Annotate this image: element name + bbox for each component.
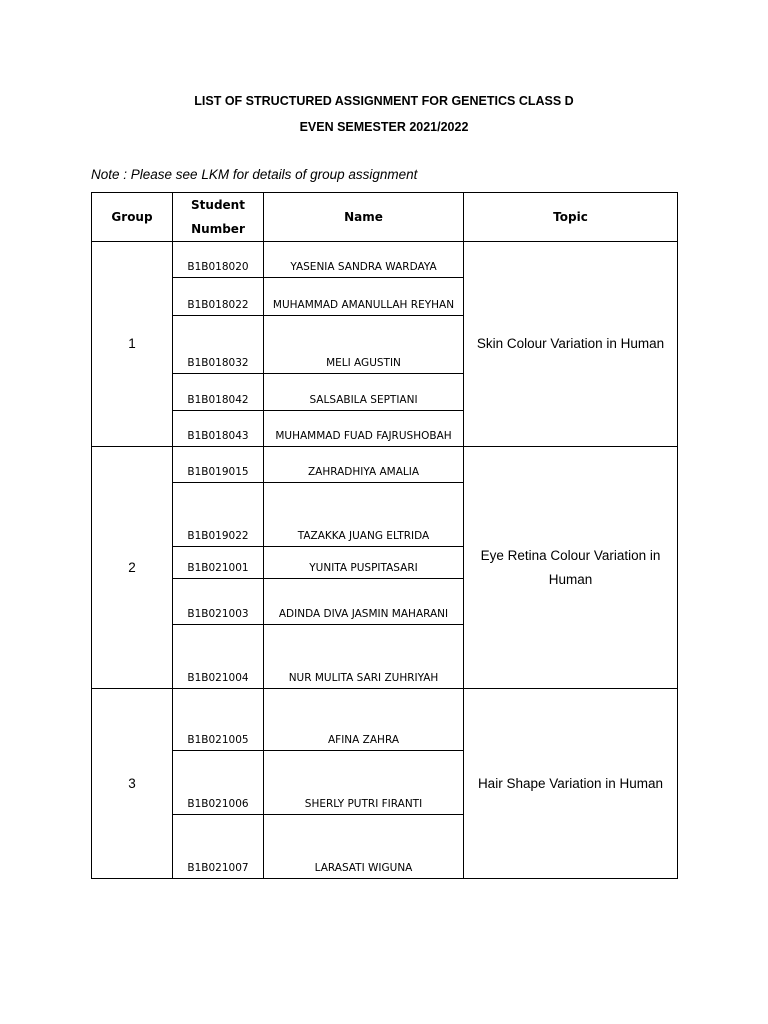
- student-number: B1B021004: [173, 625, 264, 689]
- student-name: SALSABILA SEPTIANI: [264, 374, 464, 411]
- student-name: YASENIA SANDRA WARDAYA: [264, 242, 464, 278]
- table-row: [92, 447, 678, 483]
- student-number: B1B018022: [173, 278, 264, 316]
- group-number: 1: [92, 242, 173, 447]
- table-row: [92, 689, 678, 751]
- student-name: MUHAMMAD AMANULLAH REYHAN: [264, 278, 464, 316]
- header-topic: Topic: [464, 193, 678, 242]
- student-name: ADINDA DIVA JASMIN MAHARANI: [264, 579, 464, 625]
- student-number: B1B018042: [173, 374, 264, 411]
- student-name: MELI AGUSTIN: [264, 316, 464, 374]
- student-name: NUR MULITA SARI ZUHRIYAH: [264, 625, 464, 689]
- student-number: B1B019015: [173, 447, 264, 483]
- header-group: Group: [92, 193, 173, 242]
- student-number: B1B021001: [173, 547, 264, 579]
- student-number: B1B021003: [173, 579, 264, 625]
- header-student-number: Student Number: [173, 193, 264, 242]
- student-number: B1B021006: [173, 751, 264, 815]
- assignment-table: [91, 192, 678, 879]
- group-topic: Skin Colour Variation in Human: [464, 242, 678, 447]
- group-number: 3: [92, 689, 173, 879]
- student-number: B1B021007: [173, 815, 264, 879]
- student-name: ZAHRADHIYA AMALIA: [264, 447, 464, 483]
- student-name: SHERLY PUTRI FIRANTI: [264, 751, 464, 815]
- group-number: 2: [92, 447, 173, 689]
- student-name: LARASATI WIGUNA: [264, 815, 464, 879]
- student-name: YUNITA PUSPITASARI: [264, 547, 464, 579]
- group-topic: Hair Shape Variation in Human: [464, 689, 678, 879]
- student-name: MUHAMMAD FUAD FAJRUSHOBAH: [264, 411, 464, 447]
- document-subtitle: EVEN SEMESTER 2021/2022: [299, 120, 469, 134]
- student-name: AFINA ZAHRA: [264, 689, 464, 751]
- student-number: B1B018043: [173, 411, 264, 447]
- table-row: [92, 242, 678, 278]
- student-number: B1B019022: [173, 483, 264, 547]
- assignment-note: Note : Please see LKM for details of group assignment: [91, 167, 418, 182]
- header-name: Name: [264, 193, 464, 242]
- student-number: B1B018020: [173, 242, 264, 278]
- student-number: B1B018032: [173, 316, 264, 374]
- student-number: B1B021005: [173, 689, 264, 751]
- student-name: TAZAKKA JUANG ELTRIDA: [264, 483, 464, 547]
- group-topic: Eye Retina Colour Variation in Human: [464, 447, 678, 689]
- document-title: LIST OF STRUCTURED ASSIGNMENT FOR GENETICS CLASS D: [194, 94, 574, 108]
